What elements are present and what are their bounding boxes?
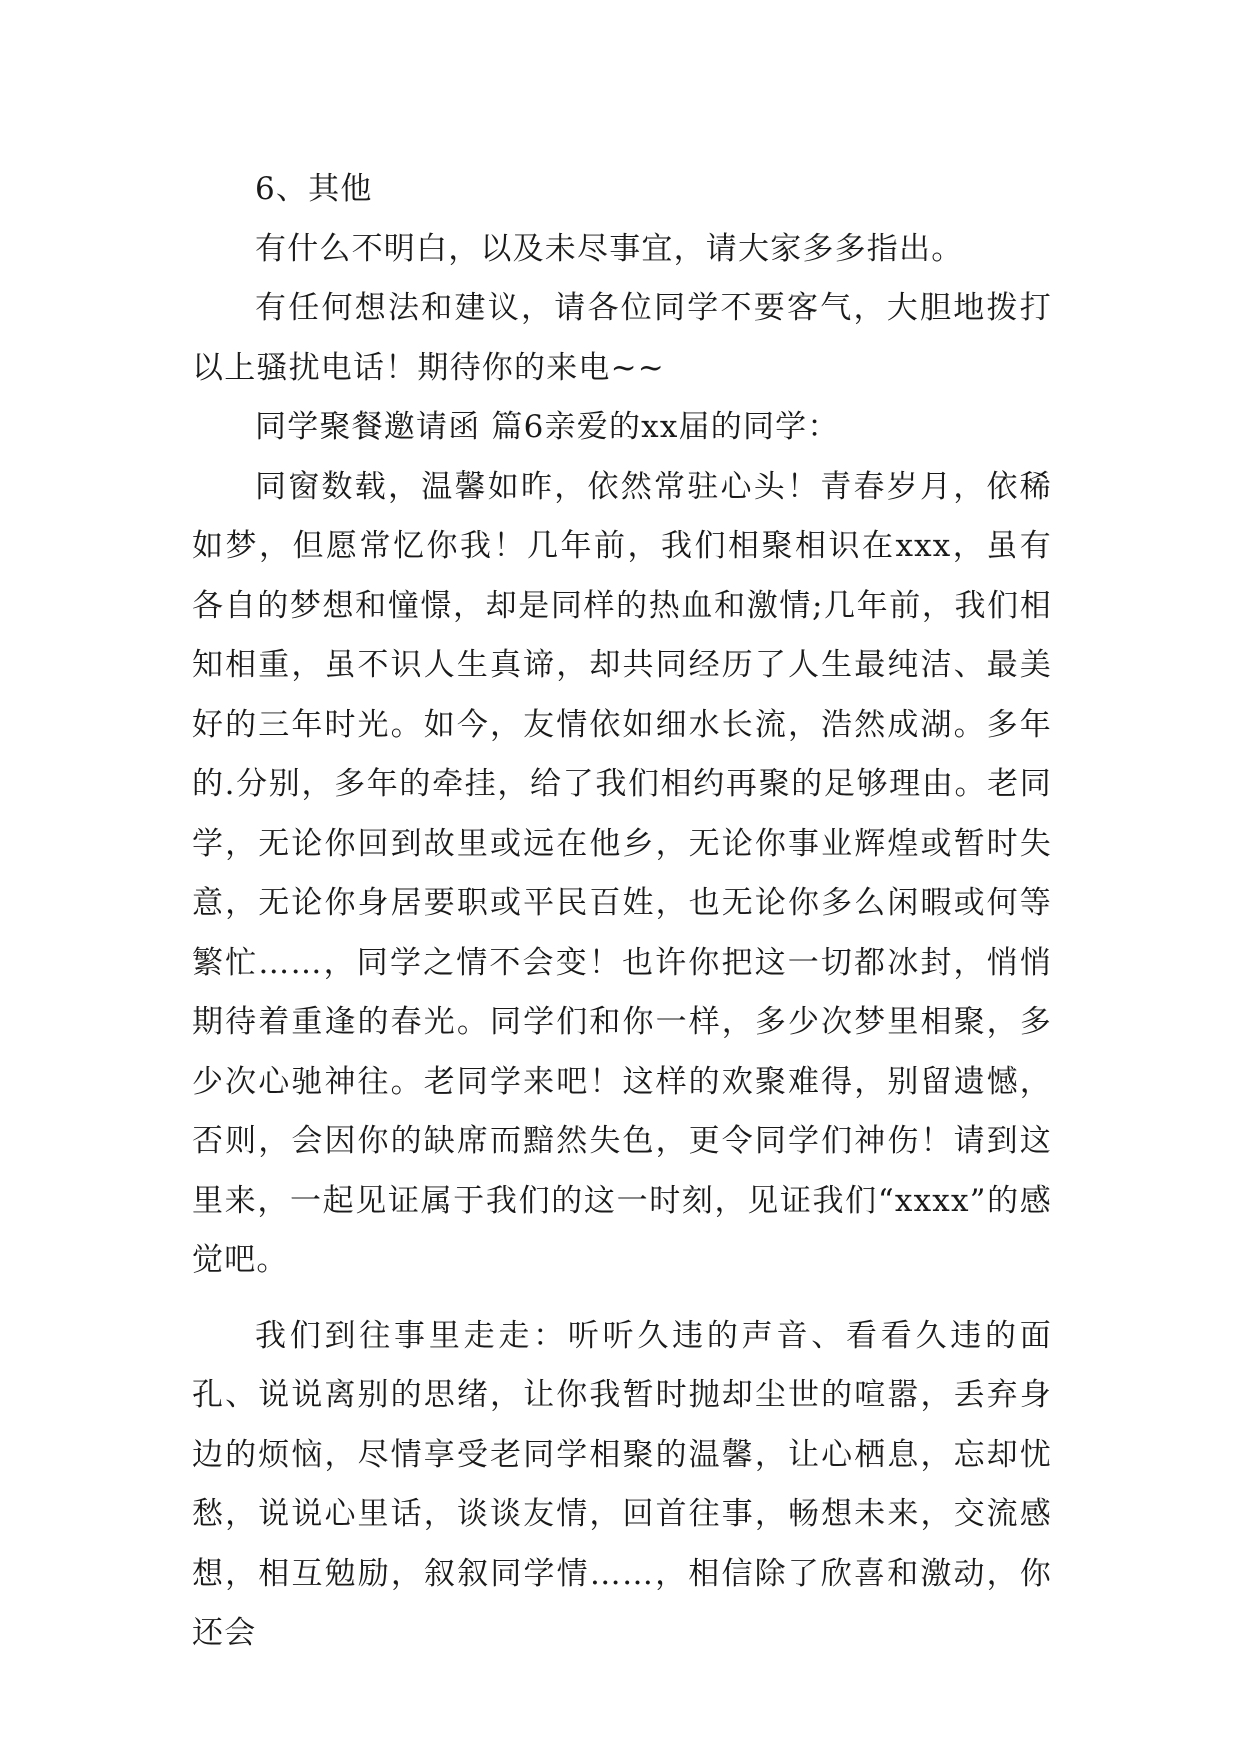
paragraph-section-heading: 6、其他 [255, 171, 373, 207]
paragraph-invitation-body: 同窗数载，温馨如昨，依然常驻心头！青春岁月，依稀如梦，但愿常忆你我！几年前，我们相聚相识在xxx，虽有各自的梦想和憧憬，却是同样的热血和激情;几年前，我们相知相重，虽不识人生真谛，却共同经历了人生最纯洁、最美好的三年时光。如今，友情依如细水长流，浩然成湖。多年的.分别，多年的牵挂，给了我们相约再聚的足够理由。老同学，无论你回到故里或远在他乡，无论你事业辉煌或暂时失意，无论你身居要职或平民百姓，也无论你多么闲暇或何等繁忙……，同学之情不会变！也许你把这一切都冰封，悄悄期待着重逢的春光。同学们和你一样，多少次梦里相聚，多少次心驰神往。老同学来吧！这样的欢聚难得，别留遗憾，否则，会因你的缺席而黯然失色，更令同学们神伤！请到这里来，一起见证属于我们的这一时刻，见证我们“xxxx”的感觉吧。 [192, 468, 1052, 1278]
paragraph-suggestions: 有任何想法和建议，请各位同学不要客气，大胆地拨打以上骚扰电话！期待你的来电~~ [192, 290, 1052, 386]
paragraph-questions: 有什么不明白，以及未尽事宜，请大家多多指出。 [255, 230, 964, 267]
document-body [192, 160, 1052, 1664]
paragraph-memories: 我们到往事里走走：听听久违的声音、看看久违的面孔、说说离别的思绪，让你我暂时抛却尘世的喧嚣，丢弃身边的烦恼，尽情享受老同学相聚的温馨，让心栖息，忘却忧愁，说说心里话，谈谈友情，回首往事，畅想未来，交流感想，相互勉励，叙叙同学情……，相信除了欣喜和激动，你还会 [192, 1317, 1052, 1651]
paragraph-invitation-title: 同学聚餐邀请函 篇6亲爱的xx届的同学： [255, 409, 840, 445]
